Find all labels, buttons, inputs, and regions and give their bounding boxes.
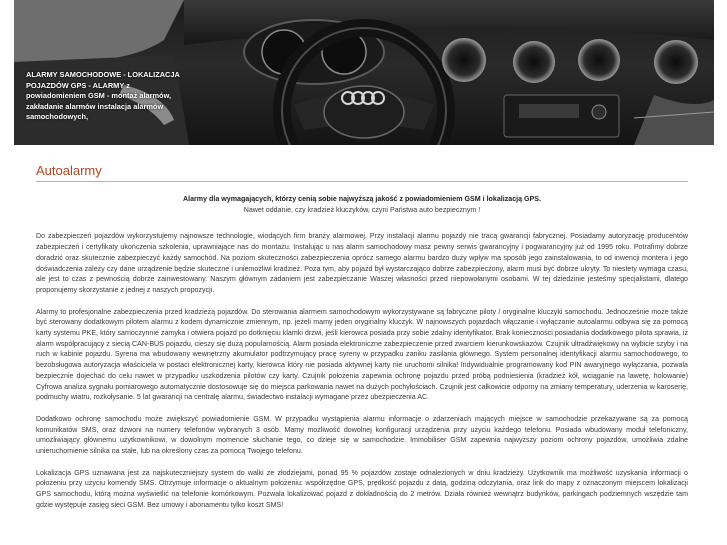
paragraph-alarm-features: Alarmy to profesjonalne zabezpieczenia przed kradzieżą pojazdów. Do sterowania alarmem samochodowym wykorzystywane są fabryczne piloty / oryginalne kluczyki samochodu. Jednocześnie może także być sterowany dodatkowym pilotem alarmu z kodem dynamicznie zmiennym, np. jeżeli mamy jeden oryginalny kluczyk. W najnowszych pojazdach włączanie i wyłączanie autoalarmu odbywa się za pomocą karty systemu PKE, który samoczynnie zamyka i otwiera pojazd po dotknięciu klamki drzwi, jeśli kierowca posiada przy sobie zdalny identyfikator. Brak konieczności posiadania dodatkowego pilota sprawia, iż alarm współpracujący z siecią CAN-BUS pojazdu, cieszy się dużą popularnością. Alarm posiada elektroniczne zabezpieczenie przed zwarciem kierunkowskazów. Czujnik ultradźwiękowy na wybicie szyby i na ruch w kabinie pojazdu. Syrena ma wbudowany wewnętrzny akumulator podtrzymujący pracę syreny w przypadku zaniku zasilania głównego. System personalnej identyfikacji alarmu samochodowego, to bezobsługowa autoryzacja właściciela w postaci elektronicznej karty, kierowca który nie posiada aktywnej karty nie uruchomi silnika! Indywidualnie programowany kod PIN awaryjnego wyłączania, pozwala bezpiecznie dojechać do celu nawet w przypadku uszkodzenia pilotów czy karty. Czujnik położenia zapewnia ochronę pojazdu przed próbą podniesienia (kradzież kół, wciąganie na lawetę, holowanie) Cyfrowa analiza sygnału pomiarowego automatycznie dostosowuje się do miejsca parkowania nawet na dużych pochyłościach. Czujnik jest całkowicie odporny na zmiany temperatury, uderzenia w karoserię, podmuchy wiatru, rozkołysanie. 5 lat gwarancji na centralę alarmu, świadectwo instalacji wymagane przez ubezpieczenia AC. [36,307,688,402]
intro-headline: Alarmy dla wymagających, którzy cenią sobie najwyższą jakość z powiadomieniem GSM i lokalizacją GPS. [183,195,541,203]
paragraph-gsm: Dodatkowo ochronę samochodu może zwiększyć powiadomienie GSM. W przypadku wystąpienia alarmu informacje o zdarzeniach mających miejsce w samochodzie przekazywane są za pomocą komunikatów SMS, oraz dzwoni na numery telefonów wybranych 3 osób. Mamy możliwość dowolnej konfiguracji urządzenia przy użyciu każdego telefonu. Posiada wbudowany moduł telefoniczny, umożliwiający głównemu użytkownikowi, w dowolnym momencie słuchanie tego, co dzieje się w samochodzie. Immobiliser GSM zapewnia najwyższy poziom ochrony pojazdów, umożliwia zdalne unieruchomienie silnika na stałe, lub na określony czas za pomocą Twojego telefonu. [36,414,688,456]
title-divider [36,181,688,182]
banner-caption: ALARMY SAMOCHODOWE - LOKALIZACJA POJAZDÓW GPS - ALARMY z powiadomieniem GSM - montaż alarmów, zakładanie alarmów instalacja alarmów samochodowych, [26,70,180,122]
header-banner [14,0,714,145]
page-title: Autoalarmy [36,163,102,178]
main-content [36,194,688,522]
intro-block [36,194,688,215]
paragraph-gps: Lokalizacja GPS uznawana jest za najskuteczniejszy system do walki ze złodziejami, ponad 95 % pojazdów zostaje odnalezionych w dniu kradzieży. Użytkownik ma możliwość uzyskania informacji o położeniu przy użyciu komendy SMS. Otrzymuje informacje o aktualnym położeniu: współrzędne GPS, prędkość pojazdu z datą, godziną odczytania, oraz link do mapy z oznaczonym miejscem lokalizacji GPS samochodu, którą można wyświetlić na telefonie komórkowym. Pozwala lokalizować pojazd z dokładnością do 2 metrów. Działa również wewnątrz budynków, parkingach podziemnych wszędzie tam gdzie występuje zasięg sieci GSM. Bez umowy i abonamentu tylko koszt SMS! [36,468,688,509]
intro-subline: Nawet oddanie, czy kradzież kluczyków, czyni Państwa auto bezpiecznym ! [243,205,481,214]
paragraph-installation: Do zabezpieczeń pojazdów wykorzystujemy najnowsze technologie, wiodących firm branży alarmowej. Przy instalacji alarmu pojazdy nie tracą gwarancji fabrycznej. Posiadamy autoryzację producentów zabezpieczeń i certyfikaty ukończenia szkolenia, uprawniające nas do montażu. Instalując u nas alarm samochodowy masz pewny serwis gwarancyjny i pogwarancyjny już od 1995 roku. Potrafimy dobrze doradzić oraz skutecznie zabezpieczyć każdy samochód. Na poziom skuteczności zabezpieczenia oprócz samego alarmu bardzo duży wpływ ma sposób jego zainstalowania, to od inwencji montera i jego doświadczenia zależy czy dane urządzenie będzie skuteczne i uniemożliwi kradzież. Poza tym, aby pojazd był wystarczająco dobrze zabezpieczony, alarm musi być dobrze ukryty. To niestety wymaga czasu, ale jest to czas z pewnością dobrze zainwestowany. Naszym głównym zadaniem jest zabezpieczanie Waszej własności przed niepowołanymi osobami. W tej dziedzinie jesteśmy specjalistami, dlatego proponujemy skorzystanie z jednej z naszych propozycji. [36,232,688,294]
